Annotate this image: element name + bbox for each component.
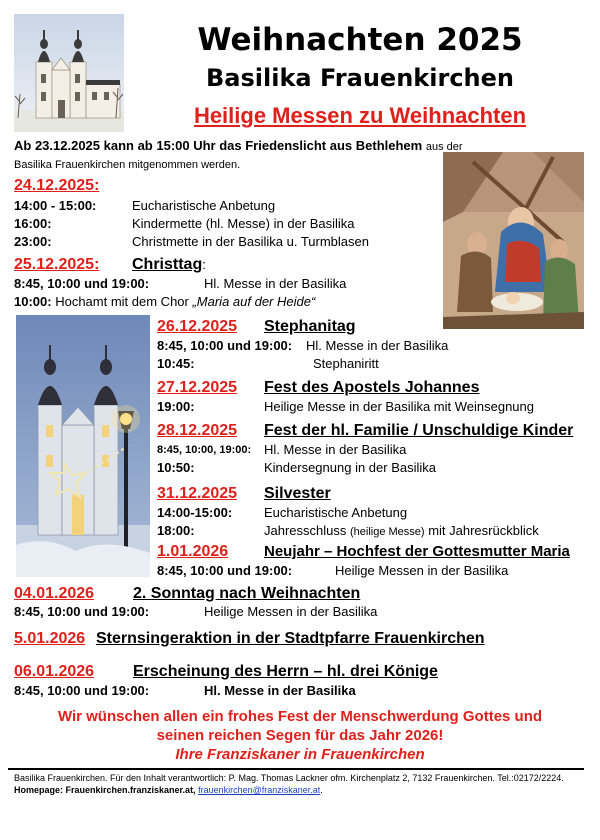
time-row: 18:00:: [157, 523, 195, 538]
event-row: Hl. Messe in der Basilika: [306, 338, 449, 353]
choir-name: „Maria auf der Heide“: [192, 294, 316, 309]
date-27-12: 27.12.2025: [157, 379, 238, 396]
feast-suffix: :: [202, 257, 206, 272]
basilica-day-photo: [14, 14, 124, 132]
event-row: Kindersegnung in der Basilika: [264, 460, 436, 475]
event-row: Hl. Messe in der Basilika: [204, 276, 347, 291]
page-title: Weihnachten 2025: [197, 22, 523, 58]
time-row: 23:00:: [14, 234, 52, 249]
feast-familie: Fest der hl. Familie / Unschuldige Kinder: [264, 422, 574, 439]
event-row: Kindermette (hl. Messe) in der Basilika: [132, 216, 355, 231]
event-row: Eucharistische Anbetung: [264, 505, 408, 520]
date-31-12: 31.12.2025: [157, 485, 238, 502]
event-row-jahresschluss: [264, 523, 539, 540]
event-row: Heilige Messen in der Basilika: [204, 604, 378, 619]
intro-rest-1: aus der: [425, 141, 463, 153]
event-row: Hl. Messe in der Basilika: [204, 683, 356, 698]
intro-line-2: Basilika Frauenkirchen mitgenommen werden.: [14, 159, 241, 171]
event-row: Hl. Messe in der Basilika: [264, 442, 407, 457]
footer-email-suffix: .: [320, 785, 323, 795]
nativity-fresco-image: [443, 152, 584, 329]
event-row: Stephaniritt: [313, 356, 379, 371]
date-04-01: 04.01.2026: [14, 585, 95, 602]
date-06-01: 06.01.2026: [14, 663, 95, 680]
wish-signature: Ihre Franziskaner in Frauenkirchen: [175, 746, 425, 763]
page-subtitle: Basilika Frauenkirchen: [205, 64, 514, 92]
date-01-01: 1.01.2026: [157, 543, 229, 560]
footer-divider: [8, 768, 584, 770]
intro-bold: Ab 23.12.2025 kann ab 15:00 Uhr das Friedenslicht aus Bethlehem: [14, 138, 423, 153]
time-row: 10:50:: [157, 460, 195, 475]
feast-silvester: Silvester: [264, 485, 331, 502]
basilica-night-photo: [16, 315, 150, 577]
event-row: Heilige Messen in der Basilika: [335, 563, 509, 578]
time-label: 10:00:: [14, 294, 52, 309]
feast-johannes: Fest des Apostels Johannes: [264, 379, 480, 396]
time-row: 8:45, 10:00 und 19:00:: [157, 338, 293, 353]
time-row: 8:45, 10:00 und 19:00:: [14, 683, 150, 698]
event-note: (heilige Messe): [349, 526, 425, 538]
feast-neujahr: Neujahr – Hochfest der Gottesmutter Maria: [264, 543, 570, 560]
event-row: Eucharistische Anbetung: [132, 198, 276, 213]
event-row: Christmette in der Basilika u. Turmblasen: [132, 234, 369, 249]
date-28-12: 28.12.2025: [157, 422, 238, 439]
time-row: 14:00-15:00:: [157, 505, 233, 520]
event-row: Heilige Messe in der Basilika mit Weinsegnung: [264, 399, 534, 414]
feast-erscheinung: Erscheinung des Herrn – hl. drei Könige: [133, 663, 438, 680]
feast-christtag: [132, 256, 206, 274]
hochamt-text: Hochamt mit dem Chor: [55, 294, 193, 309]
feast-sternsinger: Sternsingeraktion in der Stadtpfarre Frauenkirchen: [96, 630, 485, 647]
date-26-12: 26.12.2025: [157, 318, 238, 335]
event-row-hochamt: [14, 294, 315, 310]
footer-email-link[interactable]: frauenkirchen@franziskaner.at: [198, 785, 321, 795]
event-text: Jahresschluss: [264, 523, 350, 538]
time-row: 8:45, 10:00 und 19:00:: [14, 604, 150, 619]
date-25-12: 25.12.2025:: [14, 256, 100, 273]
footer-homepage[interactable]: Homepage: Frauenkirchen.franziskaner.at,: [14, 785, 196, 795]
wish-line-1: Wir wünschen allen ein frohes Fest der Menschwerdung Gottes und: [57, 708, 543, 725]
feast-stephanitag: Stephanitag: [264, 318, 356, 335]
event-text-end: mit Jahresrückblick: [424, 523, 539, 538]
date-24-12: 24.12.2025:: [14, 177, 100, 194]
wish-line-2: seinen reichen Segen für das Jahr 2026!: [156, 727, 444, 744]
time-row: 19:00:: [157, 399, 195, 414]
intro-line-1: [14, 138, 463, 155]
time-row: 10:45:: [157, 356, 195, 371]
time-row: 8:45, 10:00 und 19:00:: [157, 563, 293, 578]
date-05-01: 5.01.2026: [14, 630, 86, 647]
footer-contact: [14, 785, 323, 796]
time-row: 16:00:: [14, 216, 52, 231]
feast-sonntag: 2. Sonntag nach Weihnachten: [133, 585, 361, 602]
time-row: 14:00 - 15:00:: [14, 198, 97, 213]
time-row: 8:45, 10:00 und 19:00:: [14, 276, 150, 291]
time-row: 8:45, 10:00, 19:00:: [157, 444, 252, 456]
feast-title: Christtag: [132, 256, 203, 273]
section-title: Heilige Messen zu Weihnachten: [193, 103, 527, 128]
footer-imprint: Basilika Frauenkirchen. Für den Inhalt verantwortlich: P. Mag. Thomas Lackner ofm. Kirchenplatz 2, 7132 Frauenkirchen. Tel.:02172/2224.: [14, 773, 564, 783]
